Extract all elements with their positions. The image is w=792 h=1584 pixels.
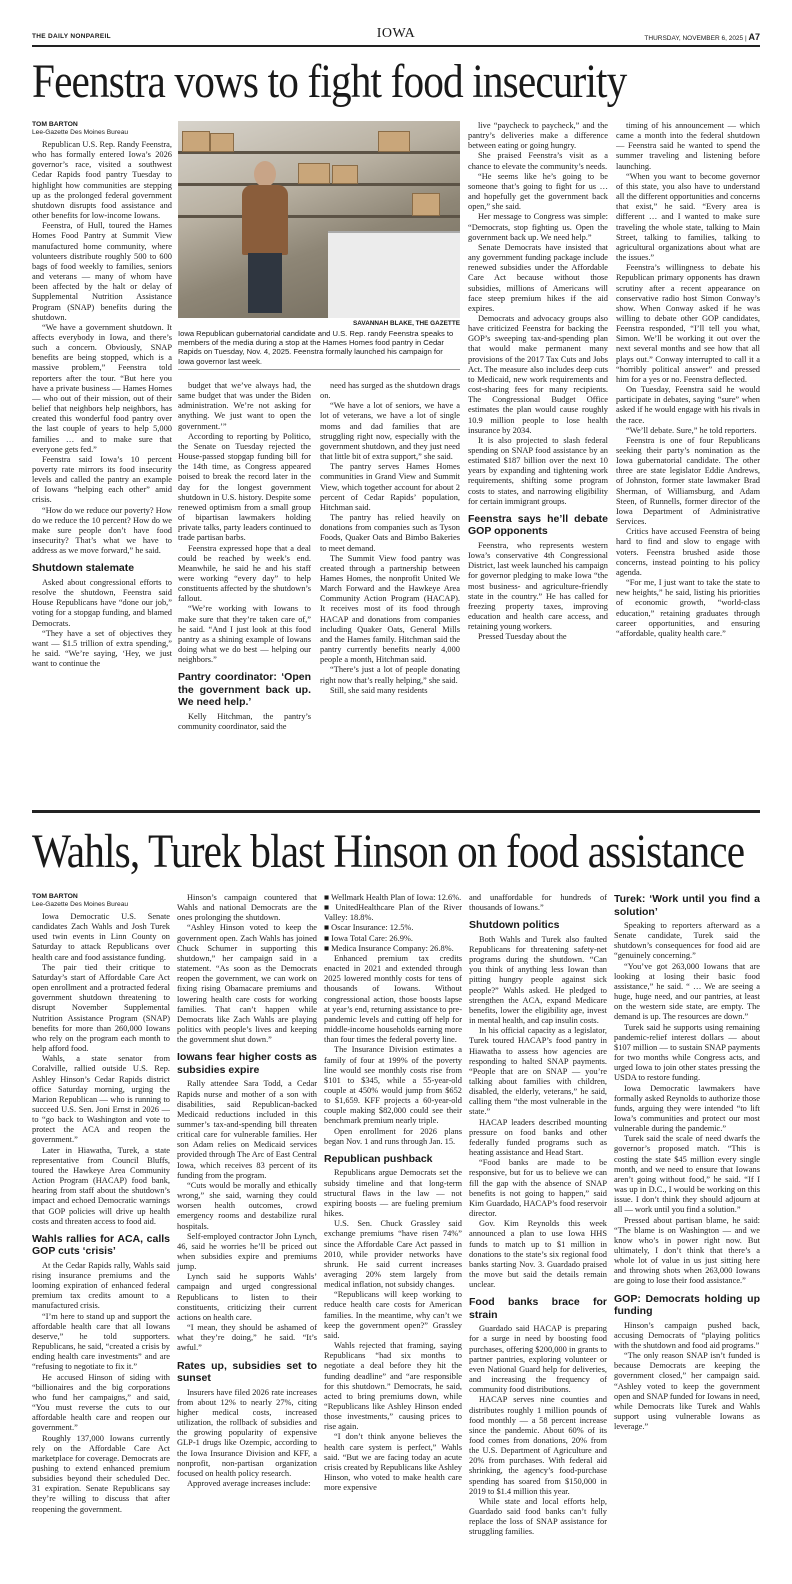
paragraph: “We have a lot of seniors, we have a lot of veterans, we have a lot of single moms and dad families that are struggling right now, especially with the government shutdown, and they just need that little bit of extra support,” she said. [320,401,460,462]
paragraph: Later in Hiawatha, Turek, a state representative from Council Bluffs, toured the Hawkeye Area Community Action Program (HACAP) food bank, hearing from staff about the shutdown’s impact and echoed Democratic warnings that GOP policies will drive up health costs and threaten access to food aid. [32,1145,170,1226]
paragraph: Critics have accused Feenstra of being hard to find and slow to engage with voters. Feenstra brushed aside those concerns, instead pointing to his policy agenda. [616,527,760,577]
paragraph: Turek said he supports using remaining pandemic-relief interest dollars — about $107 million — to sustain SNAP payments for two months while Congress acts, and urged Iowa to join other states pressing the USDA to restore funding. [614,1022,760,1083]
story-divider [32,810,760,813]
story2-subhead-iowans: Iowans fear higher costs as subsidies expire [177,1051,317,1076]
paragraph: Hinson’s campaign pushed back, accusing Democrats of “playing politics with the shutdown and food aid programs.” [614,1320,760,1350]
paragraph: The pantry has relied heavily on donations from companies such as Tyson Foods, Quaker Oats and Bimbo Bakeries to meet demand. [320,513,460,553]
paragraph: Turek said the scale of need dwarfs the governor’s proposed match. “This is costing the state $45 million every single month, and we need to ensure that Iowans aren’t going without food,” he said. “If I was up in D.C., I would be working on this issue. I don’t think they should adjourn at all — work until you find a solution.” [614,1134,760,1215]
paragraph: Senate Democrats have insisted that any government funding package include renewed subsidies under the Affordable Care Act because without those subsidies, millions of Americans will face steep premium hikes if the aid expires. [468,242,608,313]
paragraph: Kelly Hitchman, the pantry’s community coordinator, said the [178,711,311,732]
paragraph: Roughly 137,000 Iowans currently rely on the Affordable Care Act marketplace for coverage. Democrats are pushing to extend enhanced premium subsidies beyond their scheduled Dec. 31 expiration. Senate Republicans say they’re willing to discuss that after reopening the government. [32,1433,170,1514]
paragraph: Feenstra expressed hope that a deal could be reached by week’s end. Meanwhile, he said he and his staff were working “every day” to help constituents affected by the shutdown’s fallout. [178,543,311,604]
paragraph: Rally attendee Sara Todd, a Cedar Rapids nurse and mother of a son with disabilities, said Republican-backed Medicaid reductions included in this summer’s tax-and-spending bill threaten critical care for vulnerable families. Her son Adam relies on Medicaid services provided through The Arc of East Central Iowa, which receives 83 percent of its funding from the program. [177,1079,317,1180]
paragraph: and unaffordable for hundreds of thousands of Iowans.” [469,893,607,913]
story1-bureau: Lee-Gazette Des Moines Bureau [32,129,129,136]
paragraph: “I mean, they should be ashamed of what they’re doing,” he said. “It’s awful.” [177,1323,317,1353]
story2-subhead-pushback: Republican pushback [324,1152,433,1165]
feenstra-photo [178,121,460,318]
story2-subhead-foodbanks: Food banks brace for strain [469,1296,607,1321]
paragraph: need has surged as the shutdown drags on. [320,381,460,401]
paragraph: “The only reason SNAP isn’t funded is because Democrats are keeping the government closed,” her campaign said. “Ashley voted to keep the government open and SNAP funded for Iowans in need, while Democrats like Turek and Wahls support using vulnerable Iowans as leverage.” [614,1351,760,1432]
paper-name: THE DAILY NONPAREIL [32,33,111,40]
story1-subhead-debate: Feenstra says he’ll debate GOP opponents [468,512,608,538]
paragraph: Guardado said HACAP is preparing for a surge in need by boosting food purchases, offering $200,000 in grants to partner pantries, exploring volunteer or even National Guard help for deliveries, and increasing the frequency of community food distributions. [469,1324,607,1395]
paragraph: ■ Medica Insurance Company: 26.8%. [324,943,454,953]
paragraph: “How do we reduce our poverty? How do we reduce the 10 percent? How do we make sure people don’t have food insecurity? That’s what we have to address as we move forward,” he said. [32,505,172,556]
paragraph: U.S. Sen. Chuck Grassley said exchange premiums “have risen 74%” since the Affordable Care Act passed in 2010, while provider networks have shrunk. He said current increases averaging 20% stem largely from medical inflation, not subsidy changes. [324,1219,462,1290]
paragraph: budget that we’ve always had, the same budget that was under the Biden administration. We’re not asking for anything. We just want to open the government.’” [178,381,311,431]
paragraph: Wahls, a state senator from Coralville, rallied outside U.S. Rep. Ashley Hinson’s Cedar Rapids district office Saturday morning, urging the Marion Republican — who is running to succeed U.S. Sen. Joni Ernst in 2026 — to “go back to Washington and vote to protect the ACA and reopen the government.” [32,1054,170,1145]
story1-headline: Feenstra vows to fight food insecurity [32,55,627,108]
paragraph: “When you want to become governor of this state, you also have to understand all the different opportunities and concerns that exist,” he said. “Every area is different … and I wanted to make sure traveling the whole state, talking to Main Street, talking to families, talking to agricultural organizations about what are the issues.” [616,171,760,263]
paragraph: Still, she said many residents [330,685,428,695]
paragraph: “Food banks are made to be responsive, but for us to believe we can fill the gap with the absence of SNAP benefits is not going to happen,” said Kim Guardado, HACAP’s food reservoir director. [469,1158,607,1219]
story2-column-1 [32,893,170,1565]
paragraph: It is also projected to slash federal spending on SNAP food assistance by an estimated $187 billion over the next 10 years by expanding and tightening work requirements, shifting some program costs to states, and narrowing eligibility for certain immigrant groups. [468,435,608,506]
story2-author: TOM BARTON [32,893,78,900]
story2-column-4 [469,893,607,1565]
paragraph: Approved average increases include: [187,1478,311,1488]
story2-column-3 [324,893,462,1565]
paragraph: He accused Hinson of siding with “billionaires and the big corporations who fund her campaigns,” and said, “You must reverse the cuts to our affordable health care and reopen our government.” [32,1372,170,1433]
paragraph: Speaking to reporters afterward as a Senate candidate, Turek said the shutdown’s consequences for food aid are “genuinely concerning.” [614,921,760,961]
story2-subhead-wahls: Wahls rallies for ACA, calls GOP cuts ‘crisis’ [32,1232,170,1258]
paragraph: “Ashley Hinson voted to keep the government open. Zach Wahls has joined Chuck Schumer in supporting this shutdown,” her campaign said in a statement. “As soon as the Democrats reopen the government, we can work on fixing rising Obamacare premiums and lowering health care costs for working families. That can’t happen while Democrats like Zach Wahls are playing politics with people’s lives and keeping the government shut down.” [177,923,317,1045]
paragraph: In his official capacity as a legislator, Turek toured HACAP’s food pantry in Hiawatha to assess how agencies are responding to halted SNAP payments. “People that are on SNAP — you’re talking about families with children, disabled, the elderly, veterans,” he said, calling them “the most vulnerable in the state.” [469,1026,607,1117]
paragraph: Lynch said he supports Wahls’ campaign and urged congressional Republicans to listen to their constituents, criticizing their current actions on health care. [177,1272,317,1322]
paragraph: Wahls rejected that framing, saying Republicans “had six months to negotiate a deal before they hit the funding deadline” and “are responsible for this shutdown.” Democrats, he said, acted to bring premiums down, while “Republicans like Ashley Hinson ended those investments,” causing prices to rise again. [324,1341,462,1432]
story2-subhead-rates: Rates up, subsidies set to sunset [177,1359,317,1385]
paragraph: ■ Wellmark Health Plan of Iowa: 12.6%. [324,893,462,902]
paragraph: ■ Iowa Total Care: 26.9%. [324,933,413,943]
story2-subhead-shutdown: Shutdown politics [469,919,560,932]
paragraph: Gov. Kim Reynolds this week announced a plan to use Iowa HHS funds to match up to $1 million in donations to the state’s six regional food banks starting Nov. 3. Guardado praised the move but said the details remain unclear. [469,1219,607,1290]
feenstra-figure [242,161,288,311]
paragraph: At the Cedar Rapids rally, Wahls said rising insurance premiums and the looming expiration of enhanced federal premium tax credits amount to a manufactured crisis. [32,1260,170,1311]
date-page: THURSDAY, NOVEMBER 6, 2025 | A7 [644,32,760,42]
story2-column-5 [614,893,760,1565]
paragraph: Republican U.S. Rep. Randy Feenstra, who has formally entered Iowa’s 2026 governor’s race, visited a southwest Cedar Rapids food pantry Tuesday to highlight how communities are stepping up as the prolonged federal government shutdown disrupts food assistance and other benefits for low-income Iowans. [32,140,172,221]
paragraph: The Summit View food pantry was created through a partnership between Hames Homes, the nonprofit United We March Forward and the Hawkeye Area Community Action Program (HACAP). It receives most of its food through HACAP and donations from companies including Quaker Oats, General Mills and the Hames family. Hitchman said the pantry currently benefits nearly 4,000 people a month, Hitchman said. [320,553,460,665]
paragraph: Iowa Democratic lawmakers have formally asked Reynolds to authorize those funds, arguing they were intended “to lift Iowa’s communities and protect our most vulnerable during the pandemic.” [614,1083,760,1134]
paragraph: “We’re working with Iowans to make sure that they’re taken care of,” he said. “And I just look at this food pantry as a shining example of Iowans doing what we do best — helping our neighbors.” [178,604,311,665]
story1-column-3 [320,381,460,773]
paragraph: Democrats and advocacy groups also have criticized Feenstra for backing the GOP’s sweeping tax-and-spending plan that would make permanent many provisions of the 2017 Tax Cuts and Jobs Act. The measure also includes deep cuts to Medicaid, new work requirements and cost-sharing fees for many recipients. The Congressional Budget Office estimates the plan would cause roughly 10.9 million people to lose health insurance by 2034. [468,313,608,435]
paragraph: Feenstra’s willingness to debate his Republican primary opponents has drawn scrutiny after a recent appearance on conservative radio host Simon Conway’s show. When Conway asked if he was willing to debate other GOP candidates, Feenstra responded, “I’ll tell you what, Simon. We’ll be working it out over the next several months and see how that all plays out.” Conway interrupted to call it a “horribly political answer” and pressed him for a yes or no. Feenstra deflected. [616,263,760,384]
story2-subhead-gop: GOP: Democrats holding up funding [614,1292,760,1318]
paragraph: Iowa Democratic U.S. Senate candidates Zach Wahls and Josh Turek used twin events in Linn County on Saturday to attack Republicans over health care and food assistance funding. [32,912,170,962]
paragraph: According to reporting by Politico, the Senate on Tuesday rejected the House-passed stopgap funding bill for the 14th time, as Congress appeared poised to break the record later in the day for the longest government shutdown in U.S. history. Despite some renewed optimism from a small group of bipartisan lawmakers holding private talks, party leaders continued to trade partisan barbs. [178,431,311,543]
paragraph: She praised Feenstra’s visit as a chance to elevate the community’s needs. [468,151,608,171]
story1-column-1 [32,121,172,771]
paragraph: “Republicans will keep working to reduce health care costs for American families. In the meantime, why can’t we keep the government open?” Grassley said. [324,1290,462,1340]
paragraph: live “paycheck to paycheck,” and the pantry’s deliveries make a difference between eating or going hungry. [468,121,608,151]
paragraph: The pantry serves Hames Homes communities in Grand View and Summit View, which together account for about 2 percent of Cedar Rapids’ population, Hitchman said. [320,462,460,512]
paragraph: Hinson’s campaign countered that Wahls and national Democrats are the ones prolonging the shutdown. [177,893,317,923]
paragraph: timing of his announcement — which came a month into the federal shutdown — Feenstra said he wanted to spend the summer traveling and listening before launching. [616,121,760,171]
paragraph: Feenstra is one of four Republicans seeking their party’s nomination as the Iowa gubernatorial candidate. The other three are state legislator Eddie Andrews, of Johnston, former state lawmaker Brad Sherman, of Williamsburg, and Adam Steen, of Runnells, former director of the Iowa Department of Administrative Services. [616,435,760,527]
paragraph: “They have a set of objectives they want — $1.5 trillion of extra spending,” he said. “We’re saying, ‘Hey, we just want to continue the [32,628,172,669]
story2-headline: Wahls, Turek blast Hinson on food assistance [32,825,745,878]
paragraph: “There’s just a lot of people donating right now that’s really helping,” she said. [320,665,460,685]
paragraph: On Tuesday, Feenstra said he would participate in debates, saying “sure” when asked if he would engage with his rivals in the race. [616,385,760,425]
paragraph: “We’ll debate. Sure,” he told reporters. [626,425,757,435]
paragraph: Enhanced premium tax credits enacted in 2021 and extended through 2025 lowered monthly costs for tens of thousands of Iowans. Without congressional action, those boosts lapse at year’s end, returning assistance to pre-pandemic levels and cutting off help for middle-income households earning more than four times the federal poverty line. [324,953,462,1045]
section-name: IOWA [376,26,416,41]
paragraph: While state and local efforts help, Guardado said food banks can’t fully replace the loss of SNAP assistance for struggling families. [469,1496,607,1537]
page-number: A7 [748,32,760,42]
paragraph: Both Wahls and Turek also faulted Republicans for threatening safety-net programs during the shutdown. “Can you think of anything less Iowan than pitting hungry people against sick people?” Wahls asked. He pledged to strengthen the ACA, expand Medicare benefits, lower the eligibility age, invest in mental health, and cap insulin costs. [469,934,607,1026]
paragraph: The Insurance Division estimates a family of four at 199% of the poverty line would see monthly costs rise from $101 to $345, while a 55-year-old couple at 450% would jump from $652 to $1,659. KFF projects a 60-year-old couple making $82,000 could see their benchmark premium nearly triple. [324,1045,462,1126]
story1-author: TOM BARTON [32,121,78,128]
story1-column-2 [178,381,311,773]
paragraph: HACAP leaders described mounting pressure on food banks and other federally funded programs such as heating assistance and Head Start. [469,1117,607,1158]
page-header [32,27,760,47]
paragraph: “I’m here to stand up and support the affordable health care that all Iowans deserve,” he told supporters. Republicans, he said, “created a crisis by ending health care investments” and are “refusing to negotiate to fix it.” [32,1311,170,1372]
paragraph: Feenstra, who represents western Iowa’s conservative 4th Congressional District, last week launched his campaign for governor pledging to make Iowa “the most business- and agriculture-friendly state in the country.” He has called for freezing property taxes, improving education and health care access, and retaining young workers. [468,540,608,632]
photo-credit: SAVANNAH BLAKE, THE GAZETTE [353,320,460,327]
story2-bureau: Lee-Gazette Des Moines Bureau [32,901,129,908]
paragraph: Pressed about partisan blame, he said: “The blame is on Washington — and we know who’s in power right now. But ultimately, I don’t think that there’s a whole lot of value in us just sitting here and throwing shots when 263,000 Iowans are going to lose their food assistance.” [614,1215,760,1286]
paragraph: Pressed Tuesday about the [478,632,567,642]
paragraph: ■ UnitedHealthcare Plan of the River Valley: 18.8%. [324,903,462,923]
paragraph: “I don’t think anyone believes the health care system is perfect,” Wahls said. “But we are facing today an acute crisis created by Republicans like Ashley Hinson, who voted to make health care more expensive [324,1432,462,1493]
paragraph: Her message to Congress was simple: “Democrats, stop fighting us. Open the government back up. We need help.” [468,212,608,242]
story2-byline [32,893,170,909]
story1-column-5 [616,121,760,773]
paragraph: “He seems like he’s going to be someone that’s going to fight for us … and hopefully get the government back open,” she said. [468,171,608,212]
story1-column-4 [468,121,608,773]
story1-subhead-pantry: Pantry coordinator: ‘Open the government back up. We need help.’ [178,671,311,709]
story2-subhead-turek: Turek: ‘Work until you find a solution’ [614,893,760,918]
paragraph: Insurers have filed 2026 rate increases from about 12% to nearly 27%, citing higher medical costs, increased utilization, the rollback of subsidies and the growing popularity of expensive GLP-1 drugs like Ozempic, according to the Iowa Insurance Division and KFF, a nonprofit, non-partisan organization focused on health policy research. [177,1387,317,1478]
paragraph: Asked about congressional efforts to resolve the shutdown, Feenstra said House Republicans have “done our job,” voting for a stopgap funding, and blamed Democrats. [32,577,172,628]
story1-byline [32,121,172,137]
paragraph: “We have a government shutdown. It affects everybody in Iowa, and there’s such a concern. Obviously, SNAP benefits are being stopped, which is a massive problem,” Feenstra told reporters after the tour. “But here you have a private business — Hames Homes — who out of their mission, out of their belief that neighbors help neighbors, has created this wonderful food pantry over the last couple of years to help 5,000 families … and to make sure that everyone gets fed.” [32,322,172,454]
paragraph: Self-employed contractor John Lynch, 46, said he worries he’ll be priced out when subsidies expire and premiums jump. [177,1231,317,1272]
photo-caption: Iowa Republican gubernatorial candidate and U.S. Rep. randy Feenstra speaks to members of the media during a stop at the Hames Homes food pantry in Cedar Rapids on Tuesday, Nov. 4, 2025. Feenstra formally launched his campaign for Iowa governor last week. [178,329,460,370]
paragraph: HACAP serves nine counties and distributes roughly 1 million pounds of food monthly — a 58 percent increase since the pandemic. About 60% of its food comes from donations, 20% from the U.S. Department of Agriculture and 20% from purchases. With federal aid shrinking, the agency’s food-purchase spending has soared from $150,000 in 2019 to $1.4 million this year. [469,1395,607,1496]
story1-subhead-shutdown: Shutdown stalemate [32,562,135,575]
paragraph: Open enrollment for 2026 plans began Nov. 1 and runs through Jan. 15. [324,1126,462,1146]
paragraph: ■ Oscar Insurance: 12.5%. [324,923,414,933]
paragraph: “For me, I just want to take the state to new heights,” he said, listing his priorities of economic growth, “world-class education,” retaining graduates through career opportunities, and ensuring “affordable, quality health care.” [616,578,760,638]
paragraph: The pair tied their critique to Saturday’s start of Affordable Care Act open enrollment and a protracted federal government shutdown threatening to disrupt November Supplemental Nutrition Assistance Program (SNAP) benefits for more than 260,000 Iowans who rely on the program each month to help afford food. [32,962,170,1054]
paragraph: Feenstra, of Hull, toured the Hames Homes Food Pantry at Summit View manufactured home community, where volunteers distribute roughly 500 to 600 bags of food weekly to families, seniors and veterans — many of whom have been affected by the halt or delay of Supplemental Nutrition Assistance Program (SNAP) benefits during the shutdown. [32,221,172,322]
story2-column-2 [177,893,317,1565]
paragraph: Republicans argue Democrats set the subsidy timeline and that long-term structural flaws in the law — not expiring boosts — are fueling premium hikes. [324,1168,462,1219]
paragraph: “You’ve got 263,000 Iowans that are looking at losing their basic food assistance,” he said. “ … We are seeing a huge, huge need, and our pantries, at least on the western side state, are empty. The demand is up. The resources are down.” [614,961,760,1022]
paragraph: “Cuts would be morally and ethically wrong,” she said, warning they could worsen health outcomes, crowd emergency rooms and destabilize rural hospitals. [177,1180,317,1231]
paragraph: Feenstra said Iowa’s 10 percent poverty rate mirrors its food insecurity levels and called the pantry an example of Iowans “helping each other” amid crisis. [32,454,172,505]
issue-date: THURSDAY, NOVEMBER 6, 2025 [644,35,744,42]
